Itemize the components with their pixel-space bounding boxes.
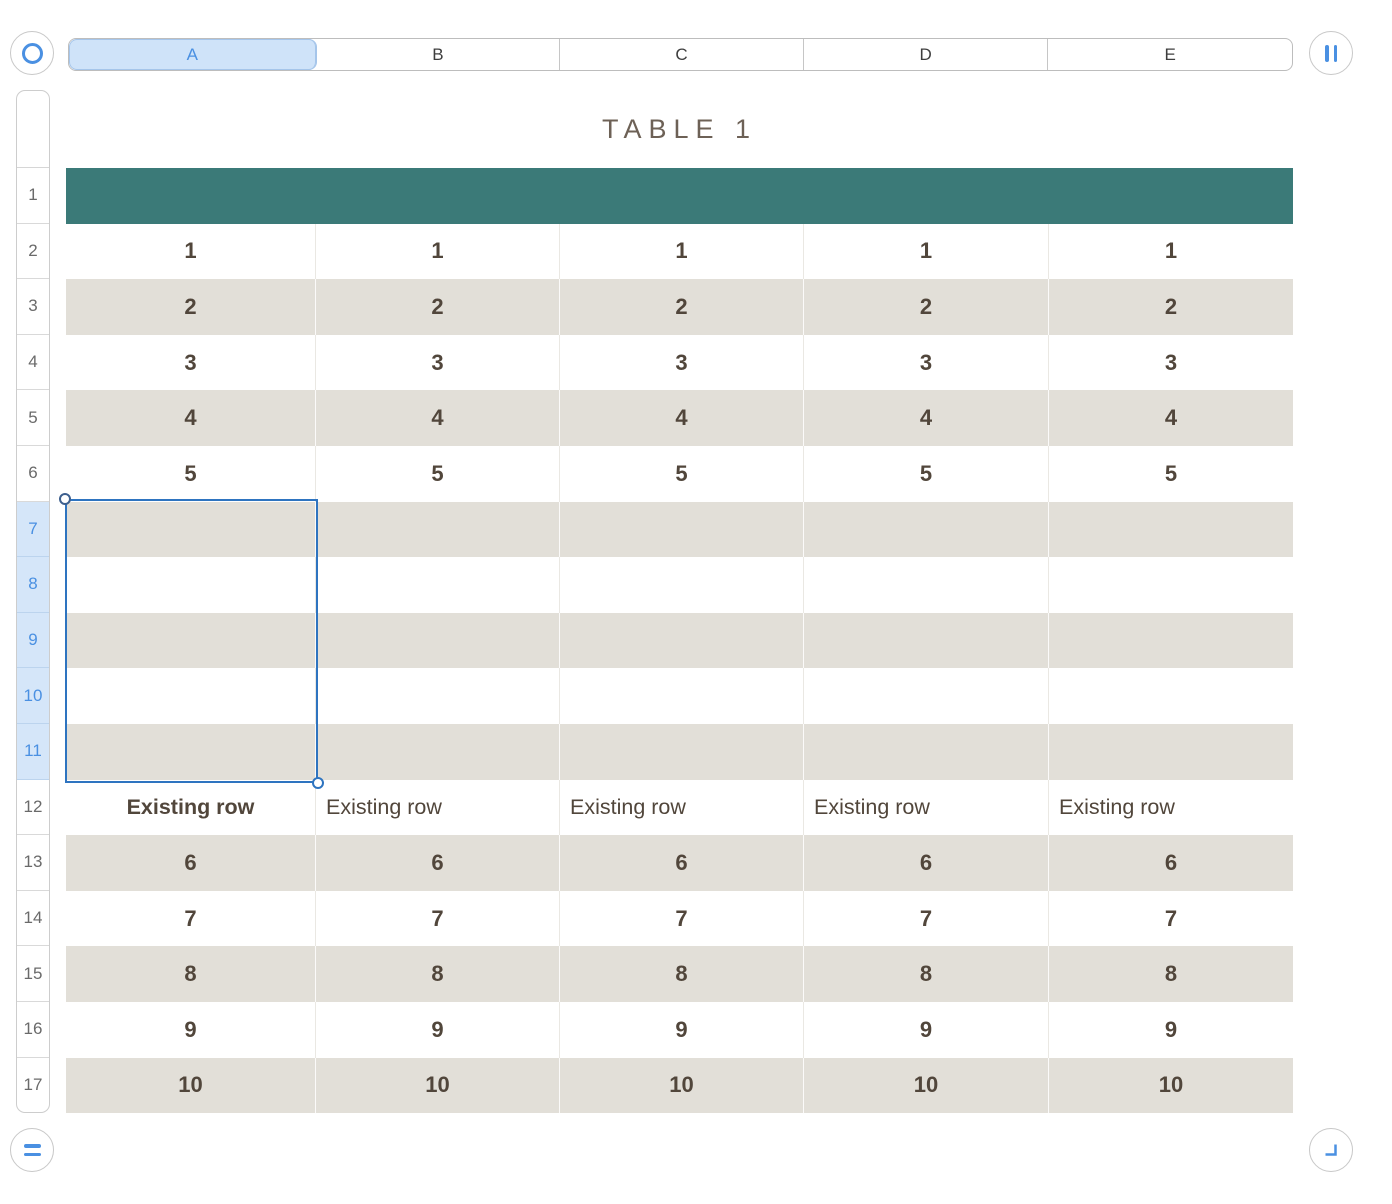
table-row-11 [66, 724, 1293, 780]
cell-A16[interactable]: 9 [66, 1002, 316, 1058]
double-horizontal-bar-icon [24, 1144, 41, 1156]
table-row-9 [66, 613, 1293, 669]
cell-A8[interactable] [66, 557, 316, 613]
selection-handle-top-left[interactable] [59, 493, 71, 505]
cell-C15[interactable]: 8 [560, 946, 804, 1002]
cell-B14[interactable]: 7 [316, 891, 560, 947]
cell-B12[interactable]: Existing row [316, 780, 560, 836]
cell-C7[interactable] [560, 502, 804, 558]
table-row-10 [66, 668, 1293, 724]
cell-D13[interactable]: 6 [804, 835, 1049, 891]
cell-C17[interactable]: 10 [560, 1058, 804, 1114]
row-number-12[interactable]: 12 [17, 780, 49, 836]
cell-E5[interactable]: 4 [1164, 405, 1178, 431]
cell-B16[interactable]: 9 [316, 1002, 560, 1058]
cell-D1[interactable] [804, 168, 1049, 224]
cell-A7[interactable] [66, 502, 316, 558]
cell-E2[interactable]: 1 [1164, 238, 1178, 264]
cell-C5[interactable]: 4 [560, 390, 804, 446]
cell-D11[interactable] [804, 724, 1049, 780]
row-number-10[interactable]: 10 [17, 668, 49, 724]
cell-C12[interactable]: Existing row [560, 780, 804, 836]
cell-E9[interactable] [1049, 613, 1293, 669]
cell-B7[interactable] [316, 502, 560, 558]
row-number-7[interactable]: 7 [17, 502, 49, 558]
cell-E13[interactable]: 6 [1164, 849, 1178, 875]
cell-D5[interactable]: 4 [804, 390, 1049, 446]
cell-C2[interactable]: 1 [560, 224, 804, 280]
column-header-C[interactable]: C [560, 39, 804, 70]
cell-E7[interactable] [1049, 502, 1293, 558]
cell-D3[interactable]: 2 [804, 279, 1049, 335]
cell-D12[interactable]: Existing row [804, 780, 1049, 836]
cell-A12[interactable]: Existing row [66, 780, 316, 836]
cell-E3[interactable]: 2 [1164, 293, 1178, 319]
cell-A15[interactable]: 8 [66, 946, 316, 1002]
cell-C6[interactable]: 5 [560, 446, 804, 502]
double-vertical-bar-icon [1325, 45, 1337, 62]
table-row-2 [66, 224, 1293, 280]
cell-B8[interactable] [316, 557, 560, 613]
table-row-14 [66, 891, 1293, 947]
cell-D4[interactable]: 3 [804, 335, 1049, 391]
cell-E1[interactable] [1049, 168, 1293, 224]
column-header-E[interactable]: E [1164, 44, 1176, 64]
table-row-4 [66, 335, 1293, 391]
table-row-3 [66, 279, 1293, 335]
cell-D9[interactable] [804, 613, 1049, 669]
selection-handle-bottom-right[interactable] [312, 777, 324, 789]
cell-B6[interactable]: 5 [316, 446, 560, 502]
cell-A1[interactable] [66, 168, 316, 224]
row-number-13[interactable]: 13 [17, 835, 49, 891]
cell-C1[interactable] [560, 168, 804, 224]
cell-C13[interactable]: 6 [560, 835, 804, 891]
cell-E15[interactable]: 8 [1164, 961, 1178, 987]
row-number-rail [16, 90, 50, 1113]
row-number-6[interactable]: 6 [17, 446, 49, 502]
cell-C14[interactable]: 7 [560, 891, 804, 947]
cell-E17[interactable]: 10 [1158, 1072, 1184, 1098]
cell-B17[interactable]: 10 [316, 1058, 560, 1114]
cell-C3[interactable]: 2 [560, 279, 804, 335]
cell-A17[interactable]: 10 [66, 1058, 316, 1114]
cell-B9[interactable] [316, 613, 560, 669]
cell-D14[interactable]: 7 [804, 891, 1049, 947]
table-rows [66, 168, 1293, 1113]
column-header-D[interactable]: D [804, 39, 1049, 70]
cell-E12[interactable]: Existing row [1059, 794, 1175, 819]
cell-D10[interactable] [804, 668, 1049, 724]
resize-table-button[interactable] [1309, 1128, 1353, 1172]
cell-E14[interactable]: 7 [1164, 905, 1178, 931]
add-column-button[interactable] [1309, 31, 1353, 75]
table-row-8 [66, 557, 1293, 613]
row-number-16[interactable]: 16 [17, 1002, 49, 1058]
cell-B10[interactable] [316, 668, 560, 724]
table-handle-button[interactable] [10, 31, 54, 75]
row-number-3[interactable]: 3 [17, 279, 49, 335]
column-header-B[interactable]: B [317, 39, 561, 70]
circle-ring-icon [22, 43, 43, 64]
add-row-button[interactable] [10, 1128, 54, 1172]
cell-C11[interactable] [560, 724, 804, 780]
row-number-5[interactable]: 5 [17, 390, 49, 446]
row-number-9[interactable]: 9 [17, 613, 49, 669]
row-number-14[interactable]: 14 [17, 891, 49, 947]
cell-D15[interactable]: 8 [804, 946, 1049, 1002]
cell-C9[interactable] [560, 613, 804, 669]
row-number-11[interactable]: 11 [17, 724, 49, 780]
cell-A2[interactable]: 1 [66, 224, 316, 280]
cell-B11[interactable] [316, 724, 560, 780]
rail-spacer [17, 91, 49, 168]
table-body [66, 90, 1293, 1113]
row-number-15[interactable]: 15 [17, 946, 49, 1002]
cell-C4[interactable]: 3 [560, 335, 804, 391]
cell-A13[interactable]: 6 [66, 835, 316, 891]
cell-A11[interactable] [66, 724, 316, 780]
cell-A5[interactable]: 4 [66, 390, 316, 446]
table-row-13 [66, 835, 1293, 891]
cell-B15[interactable]: 8 [316, 946, 560, 1002]
cell-C10[interactable] [560, 668, 804, 724]
cell-B13[interactable]: 6 [316, 835, 560, 891]
table-row-16 [66, 1002, 1293, 1058]
row-number-8[interactable]: 8 [17, 557, 49, 613]
table-row-12 [66, 780, 1293, 836]
cell-B5[interactable]: 4 [316, 390, 560, 446]
row-number-17[interactable]: 17 [23, 1075, 43, 1095]
table-row-15 [66, 946, 1293, 1002]
cell-A3[interactable]: 2 [66, 279, 316, 335]
cell-D16[interactable]: 9 [804, 1002, 1049, 1058]
cell-C16[interactable]: 9 [560, 1002, 804, 1058]
cell-D7[interactable] [804, 502, 1049, 558]
cell-B3[interactable]: 2 [316, 279, 560, 335]
column-header-A[interactable]: A [69, 39, 317, 70]
row-number-4[interactable]: 4 [17, 335, 49, 391]
cell-A9[interactable] [66, 613, 316, 669]
cell-E4[interactable]: 3 [1164, 349, 1178, 375]
cell-E16[interactable]: 9 [1164, 1016, 1178, 1042]
cell-A14[interactable]: 7 [66, 891, 316, 947]
corner-bracket-icon [1319, 1138, 1343, 1162]
cell-D17[interactable]: 10 [804, 1058, 1049, 1114]
row-number-2[interactable]: 2 [17, 224, 49, 280]
table-row-6 [66, 446, 1293, 502]
row-number-1[interactable]: 1 [17, 168, 49, 224]
cell-E10[interactable] [1049, 668, 1293, 724]
cell-C8[interactable] [560, 557, 804, 613]
column-header-bar [68, 38, 1293, 71]
cell-A6[interactable]: 5 [66, 446, 316, 502]
table-row-5 [66, 390, 1293, 446]
cell-A10[interactable] [66, 668, 316, 724]
cell-D6[interactable]: 5 [804, 446, 1049, 502]
table-row-17 [66, 1058, 1293, 1114]
cell-E6[interactable]: 5 [1164, 460, 1178, 486]
table-title: TABLE 1 [601, 113, 758, 144]
cell-B1[interactable] [316, 168, 560, 224]
cell-E11[interactable] [1049, 724, 1293, 780]
cell-A4[interactable]: 3 [66, 335, 316, 391]
cell-B4[interactable]: 3 [316, 335, 560, 391]
cell-D2[interactable]: 1 [804, 224, 1049, 280]
cell-E8[interactable] [1049, 557, 1293, 613]
cell-B2[interactable]: 1 [316, 224, 560, 280]
table-row-7 [66, 502, 1293, 558]
cell-D8[interactable] [804, 557, 1049, 613]
table-row-1 [66, 168, 1293, 224]
